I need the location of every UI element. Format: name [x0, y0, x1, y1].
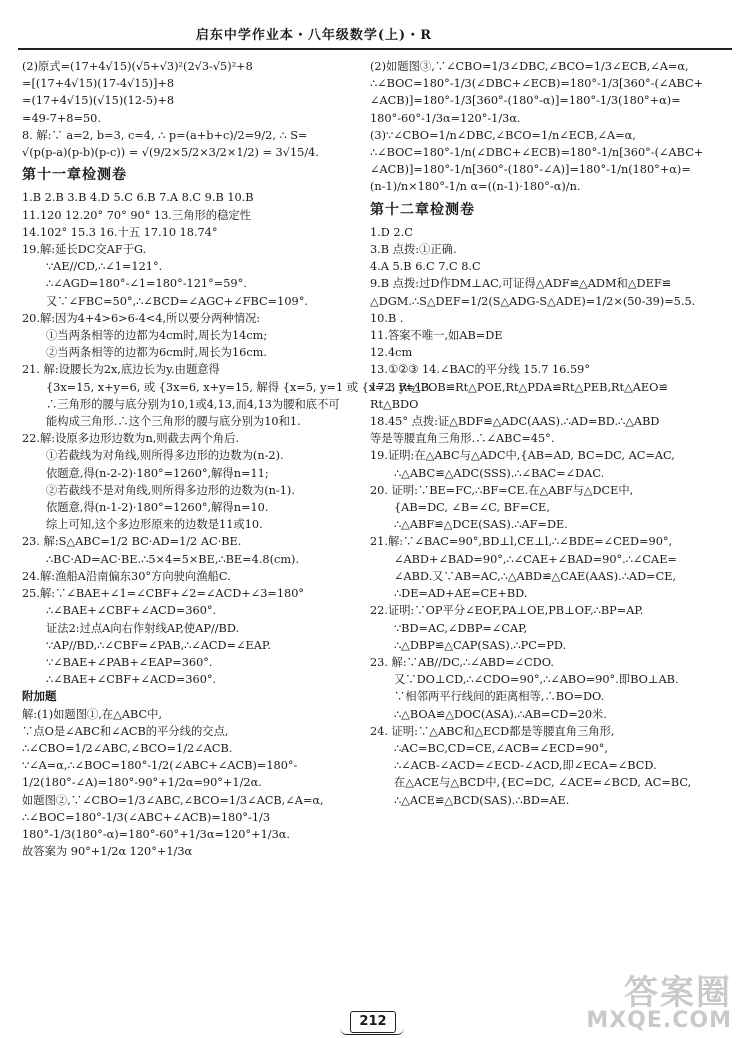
answer-line: 又∵∠FBC=50°,∴∠BCD=∠AGC+∠FBC=109°.: [46, 294, 308, 308]
answer-line: ∴∠BOC=180°-1/3(∠DBC+∠ECB)=180°-1/3[360°-(∠ABC+: [370, 77, 704, 91]
answer-line: Rt△BDO: [370, 397, 419, 411]
answer-line: ∠ACB)]=180°-1/3[360°-(180°-α)]=180°-1/3(180°+α)=: [370, 94, 681, 108]
answer-line: ∴△ABC≌△ADC(SSS).∴∠BAC=∠DAC.: [394, 466, 605, 480]
answer-line: ∴三角形的腰与底分别为10,1或4,13,而4,13为腰和底不可: [46, 397, 340, 411]
answer-line: 20.解:因为4+4>6>6-4<4,所以要分两种情况:: [22, 311, 261, 325]
answer-line: ①当两条相等的边都为4cm时,周长为14cm;: [46, 329, 268, 343]
answer-line: 4.A 5.B 6.C 7.C 8.C: [370, 260, 481, 274]
section-heading: 第十一章检测卷: [22, 167, 127, 184]
answer-line: 23. 解:∵AB//DC,∴∠ABD=∠CDO.: [370, 655, 554, 669]
answer-line: (2)原式=(17+4√15)(√5+√3)²(2√3-√5)²+8: [22, 60, 253, 73]
answer-line: ∴△DBP≌△CAP(SAS).∴PC=PD.: [394, 638, 567, 652]
answer-line: ∴△ACE≌△BCD(SAS).∴BD=AE.: [394, 793, 570, 807]
answer-line: 10.B .: [370, 311, 404, 325]
answer-line: {AB=DC, ∠B=∠C, BF=CE,: [394, 501, 550, 515]
answer-line: =49-7+8=50.: [22, 111, 101, 125]
answer-line: 1.B 2.B 3.B 4.D 5.C 6.B 7.A 8.C 9.B 10.B: [22, 191, 254, 205]
answer-line: 又∵DO⊥CD,∴∠CDO=90°,∴∠ABO=90°.即BO⊥AB.: [394, 673, 679, 687]
answer-line: 20. 证明:∵BE=FC,∴BF=CE.在△ABF与△DCE中,: [370, 483, 634, 497]
answer-line: ∴BC·AD=AC·BE.∴5×4=5×BE,∴BE=4.8(cm).: [46, 552, 300, 566]
answer-line: 24. 证明:∵△ABC和△ECD都是等腰直角三角形,: [370, 724, 615, 738]
answer-line: ∴∠BAE+∠CBF+∠ACD=360°.: [46, 604, 217, 618]
answer-line: 如题图②,∵∠CBO=1/3∠ABC,∠BCO=1/3∠ACB,∠A=α,: [22, 793, 324, 807]
answer-line: 解:(1)如题图①,在△ABC中,: [22, 707, 163, 721]
answer-line: ∴△BOA≌△DOC(ASA).∴AB=CD=20米.: [394, 707, 607, 721]
answer-line: 14.102° 15.3 16.十五 17.10 18.74°: [22, 225, 218, 239]
right-column: [370, 58, 732, 809]
answer-line: 11.答案不唯一,如AB=DE: [370, 329, 503, 343]
answer-line: √(p(p-a)(p-b)(p-c)) = √(9/2×5/2×3/2×1/2) = 3√15/4.: [22, 146, 319, 160]
answer-line: ②当两条相等的边都为6cm时,周长为16cm.: [46, 346, 267, 360]
answer-line: 180°-1/3(180°-α)=180°-60°+1/3α=120°+1/3α.: [22, 827, 291, 841]
answer-line: 18.45° 点拨:证△BDF≌△ADC(AAS).∴AD=BD.∴△ABD: [370, 415, 660, 429]
answer-line: 证法2:过点A向右作射线AP,使AP//BD.: [46, 621, 240, 635]
answer-line: 17.3 Rt△POB≌Rt△POE,Rt△PDA≌Rt△PEB,Rt△AEO≌: [370, 380, 668, 394]
answer-line: ∵∠A=α,∴∠BOC=180°-1/2(∠ABC+∠ACB)=180°-: [22, 759, 298, 773]
watermark-url: MXQE.COM: [586, 1008, 732, 1033]
answer-line: ∵点O是∠ABC和∠ACB的平分线的交点,: [22, 724, 229, 738]
answer-line: ∠ACB)]=180°-1/n[360°-(180°-∠A)]=180°-1/n(180°+α)=: [370, 163, 691, 177]
answer-line: 23. 解:S△ABC=1/2 BC·AD=1/2 AC·BE.: [22, 535, 242, 549]
answer-line: 180°-60°-1/3α=120°-1/3α.: [370, 111, 521, 125]
answer-line: ∵AP//BD,∴∠CBF=∠PAB,∴∠ACD=∠EAP.: [46, 638, 271, 652]
answer-line: ∴∠ACB-∠ACD=∠ECD-∠ACD,即∠ECA=∠BCD.: [394, 759, 657, 773]
answer-line: 1.D 2.C: [370, 225, 413, 239]
answer-line: ∴∠CBO=1/2∠ABC,∠BCO=1/2∠ACB.: [22, 741, 233, 755]
answer-line: ∴∠BOC=180°-1/3(∠ABC+∠ACB)=180°-1/3: [22, 810, 271, 824]
answer-line: △DGM.∴S△DEF=1/2(S△ADG-S△ADE)=1/2×(50-39)=5.5.: [370, 294, 696, 308]
answer-line: ∵AE//CD,∴∠1=121°.: [46, 260, 163, 274]
answer-line: 1/2(180°-∠A)=180°-90°+1/2α=90°+1/2α.: [22, 776, 262, 790]
answer-line: ∵∠BAE+∠PAB+∠EAP=360°.: [46, 655, 213, 669]
answer-line: 21. 解:设腰长为2x,底边长为y.由题意得: [22, 363, 220, 377]
answer-line: ∴DE=AD+AE=CE+BD.: [394, 587, 528, 601]
answer-line: (2)如题图③,∵∠CBO=1/3∠DBC,∠BCO=1/3∠ECB,∠A=α,: [370, 60, 689, 73]
answer-line: 13.①②③ 14.∠BAC的平分线 15.7 16.59°: [370, 363, 590, 377]
answer-line: ∴∠BAE+∠CBF+∠ACD=360°.: [46, 673, 217, 687]
answer-line: 19.证明:在△ABC与△ADC中,{AB=AD, BC=DC, AC=AC,: [370, 449, 675, 463]
answer-line: ①若截线为对角线,则所得多边形的边数为(n-2).: [46, 449, 284, 463]
answer-line: (n-1)/n×180°-1/n α=((n-1)·180°-α)/n.: [370, 180, 581, 194]
answer-line: ②若截线不是对角线,则所得多边形的边数为(n-1).: [46, 483, 295, 497]
page-title: 启东中学作业本・八年级数学(上)・R: [195, 28, 432, 43]
answer-line: ∵相邻两平行线间的距离相等,∴BO=DO.: [394, 690, 605, 704]
answer-line: 能构成三角形.∴这个三角形的腰与底分别为10和1.: [46, 415, 301, 429]
answer-line: ∴∠AGD=180°-∠1=180°-121°=59°.: [46, 277, 247, 291]
answer-line: 22.解:设原多边形边数为n,则截去两个角后.: [22, 432, 239, 446]
answer-line: 11.120 12.20° 70° 90° 13.三角形的稳定性: [22, 208, 251, 222]
answer-line: 故答案为 90°+1/2α 120°+1/3α: [22, 845, 193, 859]
watermark: [586, 973, 732, 1033]
page-number: 212: [350, 1011, 396, 1033]
answer-line: 等是等腰直角三角形.∴∠ABC=45°.: [370, 432, 555, 446]
answer-line: ∠ABD.又∵AB=AC,∴△ABD≌△CAE(AAS).∴AD=CE,: [394, 569, 677, 583]
answer-line: {3x=15, x+y=6, 或 {3x=6, x+y=15, 解得 {x=5, y=1 或 {x=2, y=13.: [46, 380, 433, 394]
answer-line: ∠ABD+∠BAD=90°,∴∠CAE+∠BAD=90°.∴∠CAE=: [394, 552, 677, 566]
answer-line: 8. 解:∵ a=2, b=3, c=4, ∴ p=(a+b+c)/2=9/2, ∴ S=: [22, 128, 308, 142]
answer-line: 24.解:渔船A沿南偏东30°方向驶向渔船C.: [22, 569, 231, 583]
page-header: [18, 14, 732, 50]
answer-line: ∴AC=BC,CD=CE,∠ACB=∠ECD=90°,: [394, 741, 608, 755]
answer-line: 3.B 点拨:①正确.: [370, 243, 457, 257]
answer-line: (3)∵∠CBO=1/n∠DBC,∠BCO=1/n∠ECB,∠A=α,: [370, 128, 636, 142]
answer-line: 9.B 点拨:过D作DM⊥AC,可证得△ADF≌△ADM和△DEF≌: [370, 277, 672, 291]
answer-line: 依题意,得(n-2-2)·180°=1260°,解得n=11;: [46, 466, 269, 480]
answer-line: 在△ACE与△BCD中,{EC=DC, ∠ACE=∠BCD, AC=BC,: [394, 776, 692, 790]
answer-line: 25.解:∵∠BAE+∠1=∠CBF+∠2=∠ACD+∠3=180°: [22, 587, 305, 601]
answer-line: 19.解:延长DC交AF于G.: [22, 243, 147, 257]
answer-line: =[(17+4√15)(17-4√15)]+8: [22, 77, 175, 91]
answer-line: =(17+4√15)(√15)(12-5)+8: [22, 94, 175, 108]
subsection-heading: 附加题: [22, 689, 57, 704]
answer-line: 12.4cm: [370, 346, 413, 360]
answer-line: 21.解:∵∠BAC=90°,BD⊥l,CE⊥l,∴∠BDE=∠CED=90°,: [370, 535, 673, 549]
answer-line: ∴∠BOC=180°-1/n(∠DBC+∠ECB)=180°-1/n[360°-(∠ABC+: [370, 146, 704, 160]
answer-line: 综上可知,这个多边形原来的边数是11或10.: [46, 518, 263, 532]
watermark-logo-text: 答案圈: [624, 973, 732, 1013]
answer-line: ∵BD=AC,∠DBP=∠CAP,: [394, 621, 528, 635]
answer-line: ∴△ABF≌△DCE(SAS).∴AF=DE.: [394, 518, 568, 532]
book-icon: [340, 1028, 404, 1035]
answer-line: 22.证明:∵OP平分∠EOF,PA⊥OE,PB⊥OF,∴BP=AP.: [370, 604, 644, 618]
answer-line: 依题意,得(n-1-2)·180°=1260°,解得n=10.: [46, 501, 269, 515]
section-heading: 第十二章检测卷: [370, 201, 475, 218]
